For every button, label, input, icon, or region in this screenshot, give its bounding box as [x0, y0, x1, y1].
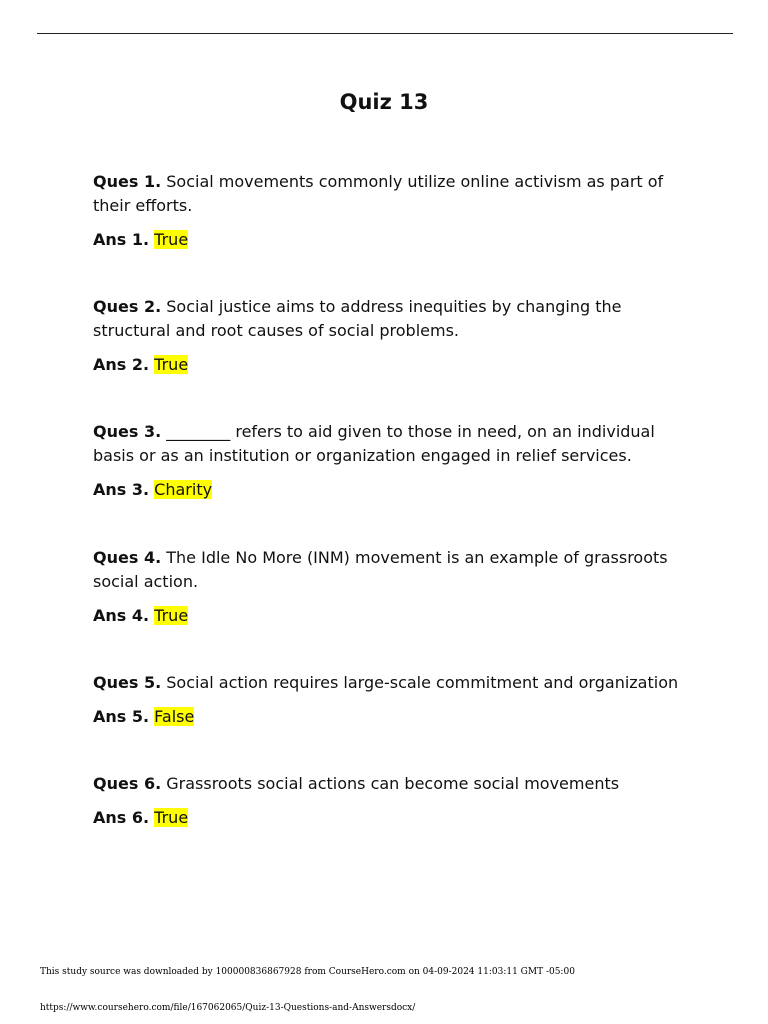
question-block-3	[93, 420, 683, 502]
question-block-4	[93, 546, 683, 628]
answer-highlight: True	[154, 808, 189, 827]
question-text: The Idle No More (INM) movement is an example of grassroots social action.	[93, 548, 668, 591]
answer-highlight: True	[154, 606, 189, 625]
question-5	[93, 671, 683, 695]
question-text: Grassroots social actions can become social movements	[166, 774, 620, 793]
answer-label: Ans 6.	[93, 808, 150, 827]
question-1	[93, 170, 683, 218]
answer-highlight: True	[154, 230, 189, 249]
question-label: Ques 1.	[93, 172, 162, 191]
answer-highlight: True	[154, 355, 189, 374]
page-title: Quiz 13	[339, 90, 429, 114]
answer-label: Ans 2.	[93, 355, 150, 374]
question-label: Ques 4.	[93, 548, 162, 567]
answer-4	[93, 604, 683, 628]
answer-label: Ans 5.	[93, 707, 150, 726]
top-divider	[37, 33, 733, 34]
answer-6	[93, 806, 683, 830]
question-text: Social justice aims to address inequities by changing the structural and root causes of social problems.	[93, 297, 622, 340]
question-block-6	[93, 772, 683, 830]
question-6	[93, 772, 683, 796]
source-url[interactable]: https://www.coursehero.com/file/167062065/Quiz-13-Questions-and-Answersdocx/	[40, 1003, 416, 1013]
question-label: Ques 2.	[93, 297, 162, 316]
question-block-5	[93, 671, 683, 729]
question-label: Ques 5.	[93, 673, 162, 692]
answer-2	[93, 353, 683, 377]
question-text: Social movements commonly utilize online activism as part of their efforts.	[93, 172, 664, 215]
question-block-2	[93, 295, 683, 377]
question-3	[93, 420, 683, 468]
question-label: Ques 6.	[93, 774, 162, 793]
answer-3	[93, 478, 683, 502]
source-note: This study source was downloaded by 100000836867928 from CourseHero.com on 04-09-2024 11:03:11 GMT -05:00	[40, 967, 575, 977]
answer-1	[93, 228, 683, 252]
question-block-1	[93, 170, 683, 252]
question-text: ________ refers to aid given to those in need, on an individual basis or as an institution or organization engaged in relief services.	[93, 422, 655, 465]
answer-5	[93, 705, 683, 729]
question-2	[93, 295, 683, 343]
question-text: Social action requires large-scale commitment and organization	[166, 673, 679, 692]
answer-highlight: Charity	[154, 480, 213, 499]
question-label: Ques 3.	[93, 422, 162, 441]
answer-label: Ans 1.	[93, 230, 150, 249]
answer-label: Ans 3.	[93, 480, 150, 499]
question-4	[93, 546, 683, 594]
answer-label: Ans 4.	[93, 606, 150, 625]
answer-highlight: False	[154, 707, 195, 726]
